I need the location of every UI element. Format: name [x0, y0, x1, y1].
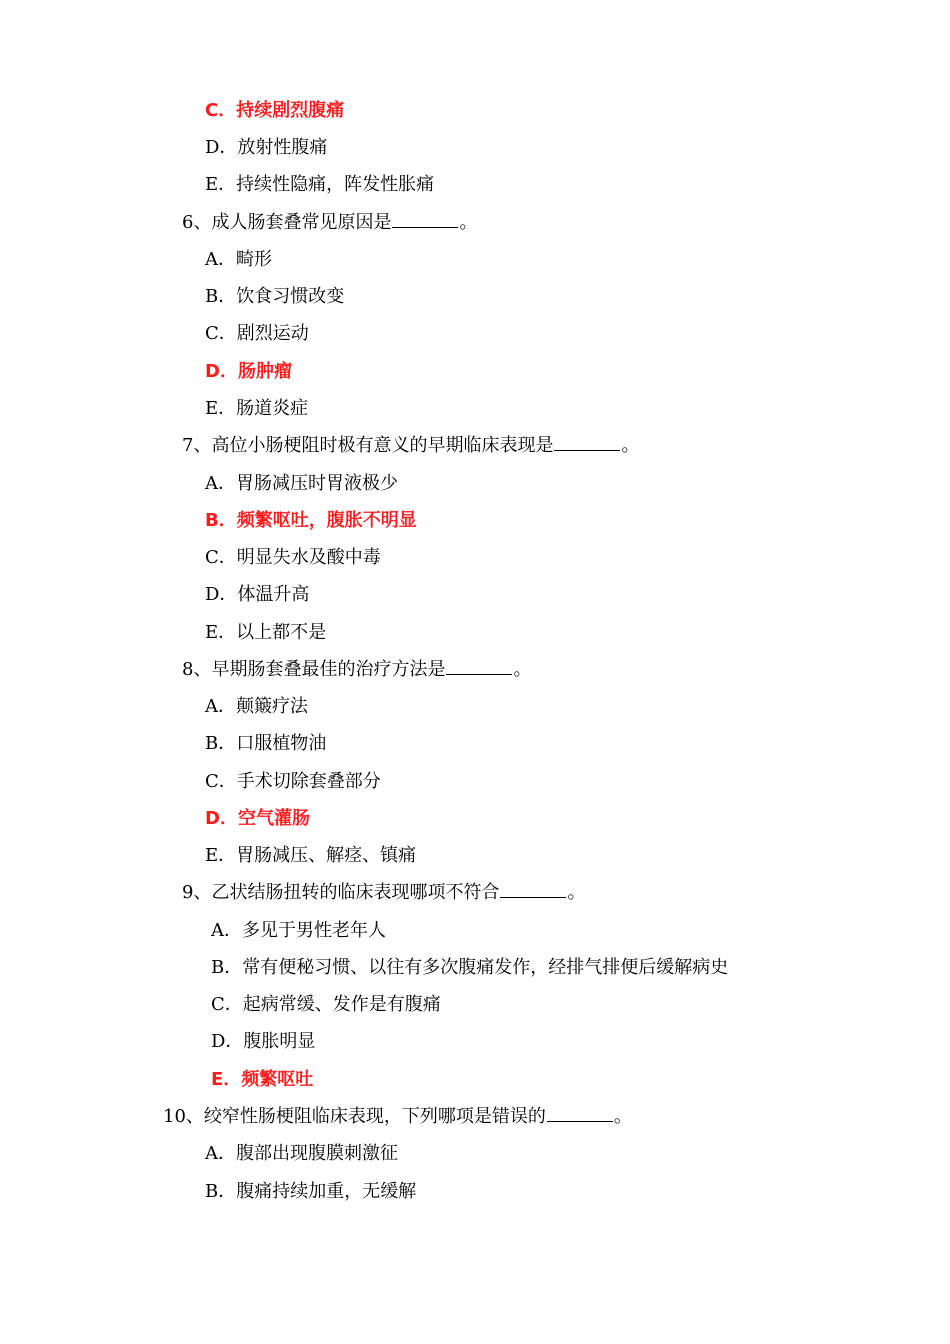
option-5c: C．持续剧烈腹痛 — [205, 100, 345, 121]
answer-blank — [547, 1105, 613, 1122]
question-9-end: 。 — [567, 882, 586, 903]
option-6b: B．饮食习惯改变 — [205, 286, 345, 307]
option-5d: D．放射性腹痛 — [205, 137, 328, 158]
option-9d: D．腹胀明显 — [211, 1031, 316, 1052]
question-6 — [182, 211, 477, 235]
question-6-stem: 6、成人肠套叠常见原因是 — [182, 212, 392, 233]
question-9 — [182, 881, 585, 905]
option-5e: E．持续性隐痛，阵发性胀痛 — [205, 174, 435, 195]
question-9-stem: 9、乙状结肠扭转的临床表现哪项不符合 — [182, 882, 500, 903]
option-7b: B．频繁呕吐，腹胀不明显 — [205, 510, 417, 531]
option-8e: E．胃肠减压、解痉、镇痛 — [205, 845, 417, 866]
option-8c: C．手术切除套叠部分 — [205, 771, 381, 792]
question-10-end: 。 — [613, 1106, 632, 1127]
question-10-stem: 10、绞窄性肠梗阻临床表现，下列哪项是错误的 — [163, 1106, 546, 1127]
option-9e: E．频繁呕吐 — [211, 1069, 314, 1090]
option-9b: B．常有便秘习惯、以往有多次腹痛发作，经排气排便后缓解病史 — [211, 957, 729, 978]
option-7a: A．胃肠减压时胃液极少 — [205, 473, 398, 494]
question-7 — [182, 434, 639, 458]
option-7d: D．体温升高 — [205, 584, 310, 605]
option-7e: E．以上都不是 — [205, 622, 327, 643]
question-7-stem: 7、高位小肠梗阻时极有意义的早期临床表现是 — [182, 435, 554, 456]
question-7-end: 。 — [621, 435, 640, 456]
option-6c: C．剧烈运动 — [205, 323, 309, 344]
option-6a: A．畸形 — [205, 249, 272, 270]
answer-blank — [500, 881, 566, 898]
answer-blank — [554, 434, 620, 451]
question-8 — [182, 658, 531, 682]
question-10 — [163, 1105, 632, 1129]
question-8-end: 。 — [513, 659, 532, 680]
answer-blank — [446, 658, 512, 675]
option-6e: E．肠道炎症 — [205, 398, 309, 419]
option-6d: D．肠肿瘤 — [205, 361, 292, 382]
option-8b: B．口服植物油 — [205, 733, 327, 754]
option-7c: C．明显失水及酸中毒 — [205, 547, 381, 568]
option-10b: B．腹痛持续加重，无缓解 — [205, 1181, 417, 1202]
answer-blank — [392, 211, 458, 228]
option-8a: A．颠簸疗法 — [205, 696, 308, 717]
question-6-end: 。 — [459, 212, 478, 233]
option-9a: A．多见于男性老年人 — [211, 920, 386, 941]
option-10a: A．腹部出现腹膜刺激征 — [205, 1143, 398, 1164]
option-8d: D．空气灌肠 — [205, 808, 310, 829]
question-8-stem: 8、早期肠套叠最佳的治疗方法是 — [182, 659, 446, 680]
option-9c: C．起病常缓、发作是有腹痛 — [211, 994, 441, 1015]
